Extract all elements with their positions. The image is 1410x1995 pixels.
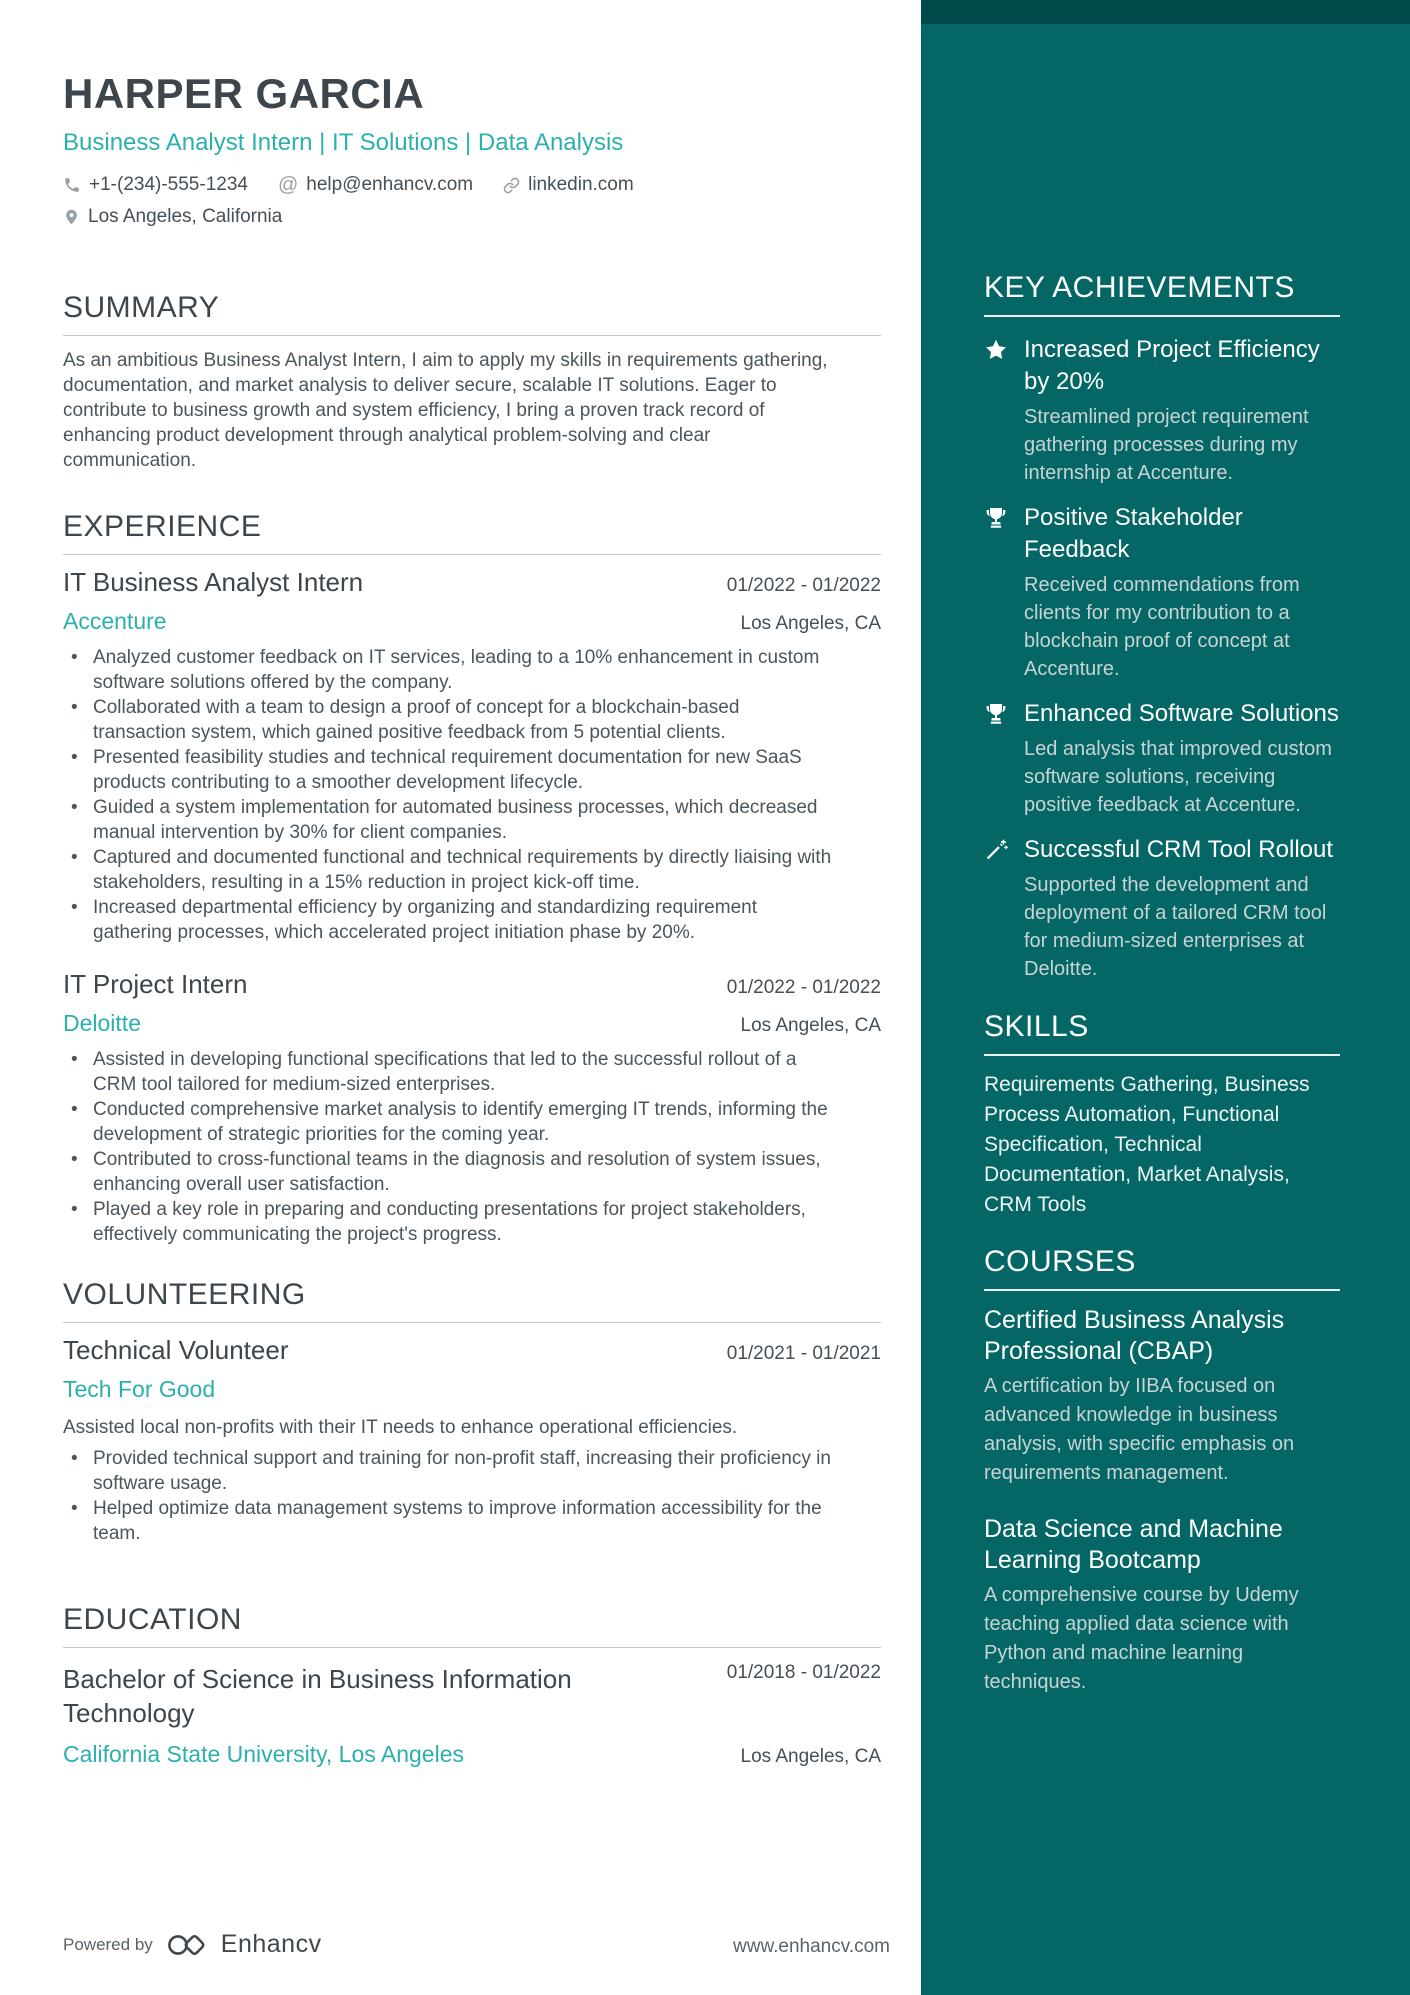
summary-section bbox=[63, 290, 881, 473]
location-text: Los Angeles, California bbox=[88, 206, 283, 227]
volunteer-description: Assisted local non-profits with their IT needs to enhance operational efficiencies. bbox=[63, 1417, 738, 1438]
bullet: • Played a key role in preparing and conducting presentations for project stakeholders, effectively communicating the project's progress. bbox=[63, 1197, 833, 1247]
volunteer-title: Technical Volunteer bbox=[63, 1335, 289, 1365]
achievement-title: Positive Stakeholder Feedback bbox=[1024, 504, 1243, 563]
bullet: • Assisted in developing functional specifications that led to the successful rollout of a CRM tool tailored for medium-sized enterprises. bbox=[63, 1047, 833, 1097]
experience-entry bbox=[63, 567, 881, 945]
bullet: • Increased departmental efficiency by organizing and standardizing requirement gathering processes, which accelerated project initiation phase by 20%. bbox=[63, 895, 833, 945]
job-dates: 01/2022 - 01/2022 bbox=[726, 977, 881, 998]
volunteering-entry bbox=[63, 1335, 881, 1546]
achievement-item bbox=[984, 502, 1340, 683]
link-icon bbox=[503, 177, 520, 194]
course-title: Data Science and Machine Learning Bootcamp bbox=[984, 1515, 1283, 1574]
main-column bbox=[63, 0, 881, 1768]
bullet: • Provided technical support and training for non-profit staff, increasing their proficiency in software usage. bbox=[63, 1446, 833, 1496]
achievement-title: Successful CRM Tool Rollout bbox=[1024, 836, 1334, 863]
job-bullets bbox=[63, 1047, 833, 1247]
experience-entry bbox=[63, 969, 881, 1247]
achievement-text: Streamlined project requirement gathering processes during my internship at Accenture. bbox=[1024, 406, 1309, 484]
experience-heading: EXPERIENCE bbox=[63, 509, 881, 555]
course-item bbox=[984, 1305, 1340, 1488]
achievement-text: Led analysis that improved custom software solutions, receiving positive feedback at Accenture. bbox=[1024, 738, 1332, 816]
achievement-item bbox=[984, 334, 1340, 487]
trophy-icon bbox=[984, 502, 1008, 683]
enhancv-wordmark[interactable]: Enhancv bbox=[220, 1930, 322, 1958]
school-name: California State University, Los Angeles bbox=[63, 1741, 464, 1767]
job-company: Accenture bbox=[63, 608, 167, 634]
at-icon: @ bbox=[277, 174, 299, 196]
degree-title: Bachelor of Science in Business Information Technology bbox=[63, 1664, 572, 1728]
achievement-title: Enhanced Software Solutions bbox=[1024, 700, 1339, 727]
volunteer-organization: Tech For Good bbox=[63, 1376, 216, 1402]
location-row bbox=[63, 206, 881, 228]
education-section bbox=[63, 1602, 881, 1768]
magic-wand-icon bbox=[984, 834, 1008, 983]
key-achievements-section bbox=[984, 270, 1340, 983]
powered-by-label: Powered by bbox=[63, 1934, 153, 1954]
location-item bbox=[63, 206, 282, 228]
bullet: • Conducted comprehensive market analysis to identify emerging IT trends, informing the development of strategic priorities for the coming year. bbox=[63, 1097, 833, 1147]
sidebar bbox=[921, 0, 1410, 1995]
achievement-text: Supported the development and deployment of a tailored CRM tool for medium-sized enterprises at Deloitte. bbox=[1024, 874, 1327, 980]
volunteering-section bbox=[63, 1277, 881, 1546]
enhancv-logo-icon bbox=[167, 1932, 207, 1958]
summary-text: As an ambitious Business Analyst Intern, I aim to apply my skills in requirements gathering, documentation, and market analysis to deliver secure, scalable IT solutions. Eager to contribute to business growth and system efficiency, I bring a proven track record of enhancing product development through analytical problem-solving and clear communication. bbox=[63, 350, 828, 471]
trophy-icon bbox=[984, 698, 1008, 819]
courses-heading: COURSES bbox=[984, 1244, 1340, 1291]
course-title: Certified Business Analysis Professional (CBAP) bbox=[984, 1306, 1285, 1365]
job-title: IT Business Analyst Intern bbox=[63, 567, 364, 597]
achievement-text: Received commendations from clients for my contribution to a blockchain proof of concept at Accenture. bbox=[1024, 574, 1300, 680]
email-address[interactable]: help@enhancv.com bbox=[306, 174, 474, 195]
bullet: • Captured and documented functional and technical requirements by directly liaising with stakeholders, resulting in a 15% reduction in project kick-off time. bbox=[63, 845, 833, 895]
contact-row bbox=[63, 174, 881, 196]
link-url[interactable]: linkedin.com bbox=[528, 174, 634, 195]
education-heading: EDUCATION bbox=[63, 1602, 881, 1648]
sidebar-top-band bbox=[921, 0, 1410, 24]
phone-number: +1-(234)-555-1234 bbox=[89, 174, 248, 195]
skills-heading: SKILLS bbox=[984, 1009, 1340, 1056]
achievement-item bbox=[984, 698, 1340, 819]
bullet: • Collaborated with a team to design a proof of concept for a blockchain-based transaction system, which gained positive feedback from 5 potential clients. bbox=[63, 695, 833, 745]
course-text: A certification by IIBA focused on advanced knowledge in business analysis, with specific emphasis on requirements management. bbox=[984, 1375, 1295, 1484]
phone-icon bbox=[63, 176, 81, 194]
bullet: • Contributed to cross-functional teams in the diagnosis and resolution of system issues, enhancing overall user satisfaction. bbox=[63, 1147, 833, 1197]
skills-section bbox=[984, 1009, 1340, 1220]
course-text: A comprehensive course by Udemy teaching applied data science with Python and machine learning techniques. bbox=[984, 1584, 1299, 1693]
job-dates: 01/2022 - 01/2022 bbox=[726, 575, 881, 596]
courses-section bbox=[984, 1244, 1340, 1697]
candidate-name: HARPER GARCIA bbox=[63, 70, 425, 117]
job-title: IT Project Intern bbox=[63, 969, 248, 999]
location-pin-icon bbox=[63, 208, 80, 226]
volunteer-bullets bbox=[63, 1446, 833, 1546]
volunteer-dates: 01/2021 - 01/2021 bbox=[726, 1343, 881, 1364]
job-location: Los Angeles, CA bbox=[740, 613, 881, 634]
volunteering-heading: VOLUNTEERING bbox=[63, 1277, 881, 1323]
experience-section bbox=[63, 509, 881, 1247]
summary-heading: SUMMARY bbox=[63, 290, 881, 336]
footer-branding bbox=[63, 1930, 322, 1959]
bullet: • Guided a system implementation for automated business processes, which decreased manual intervention by 30% for client companies. bbox=[63, 795, 833, 845]
education-location: Los Angeles, CA bbox=[740, 1746, 881, 1767]
job-bullets bbox=[63, 645, 833, 945]
education-dates: 01/2018 - 01/2022 bbox=[726, 1662, 881, 1683]
achievement-title: Increased Project Efficiency by 20% bbox=[1024, 336, 1320, 395]
link-item[interactable] bbox=[503, 174, 634, 196]
email-item[interactable] bbox=[278, 174, 473, 196]
skills-list: Requirements Gathering, Business Process Automation, Functional Specification, Technical Documentation, Market Analysis, CRM Tools bbox=[984, 1073, 1310, 1216]
key-achievements-heading: KEY ACHIEVEMENTS bbox=[984, 270, 1340, 317]
candidate-headline: Business Analyst Intern | IT Solutions | Data Analysis bbox=[63, 129, 624, 156]
course-item bbox=[984, 1514, 1340, 1697]
achievement-item bbox=[984, 834, 1340, 983]
education-entry bbox=[63, 1662, 881, 1730]
job-company: Deloitte bbox=[63, 1010, 141, 1036]
star-icon bbox=[984, 334, 1008, 487]
phone-item bbox=[63, 174, 248, 196]
job-location: Los Angeles, CA bbox=[740, 1015, 881, 1036]
bullet: • Analyzed customer feedback on IT services, leading to a 10% enhancement in custom software solutions offered by the company. bbox=[63, 645, 833, 695]
footer-website[interactable]: www.enhancv.com bbox=[733, 1936, 890, 1957]
bullet: • Presented feasibility studies and technical requirement documentation for new SaaS products contributing to a smoother development lifecycle. bbox=[63, 745, 833, 795]
bullet: • Helped optimize data management systems to improve information accessibility for the team. bbox=[63, 1496, 833, 1546]
